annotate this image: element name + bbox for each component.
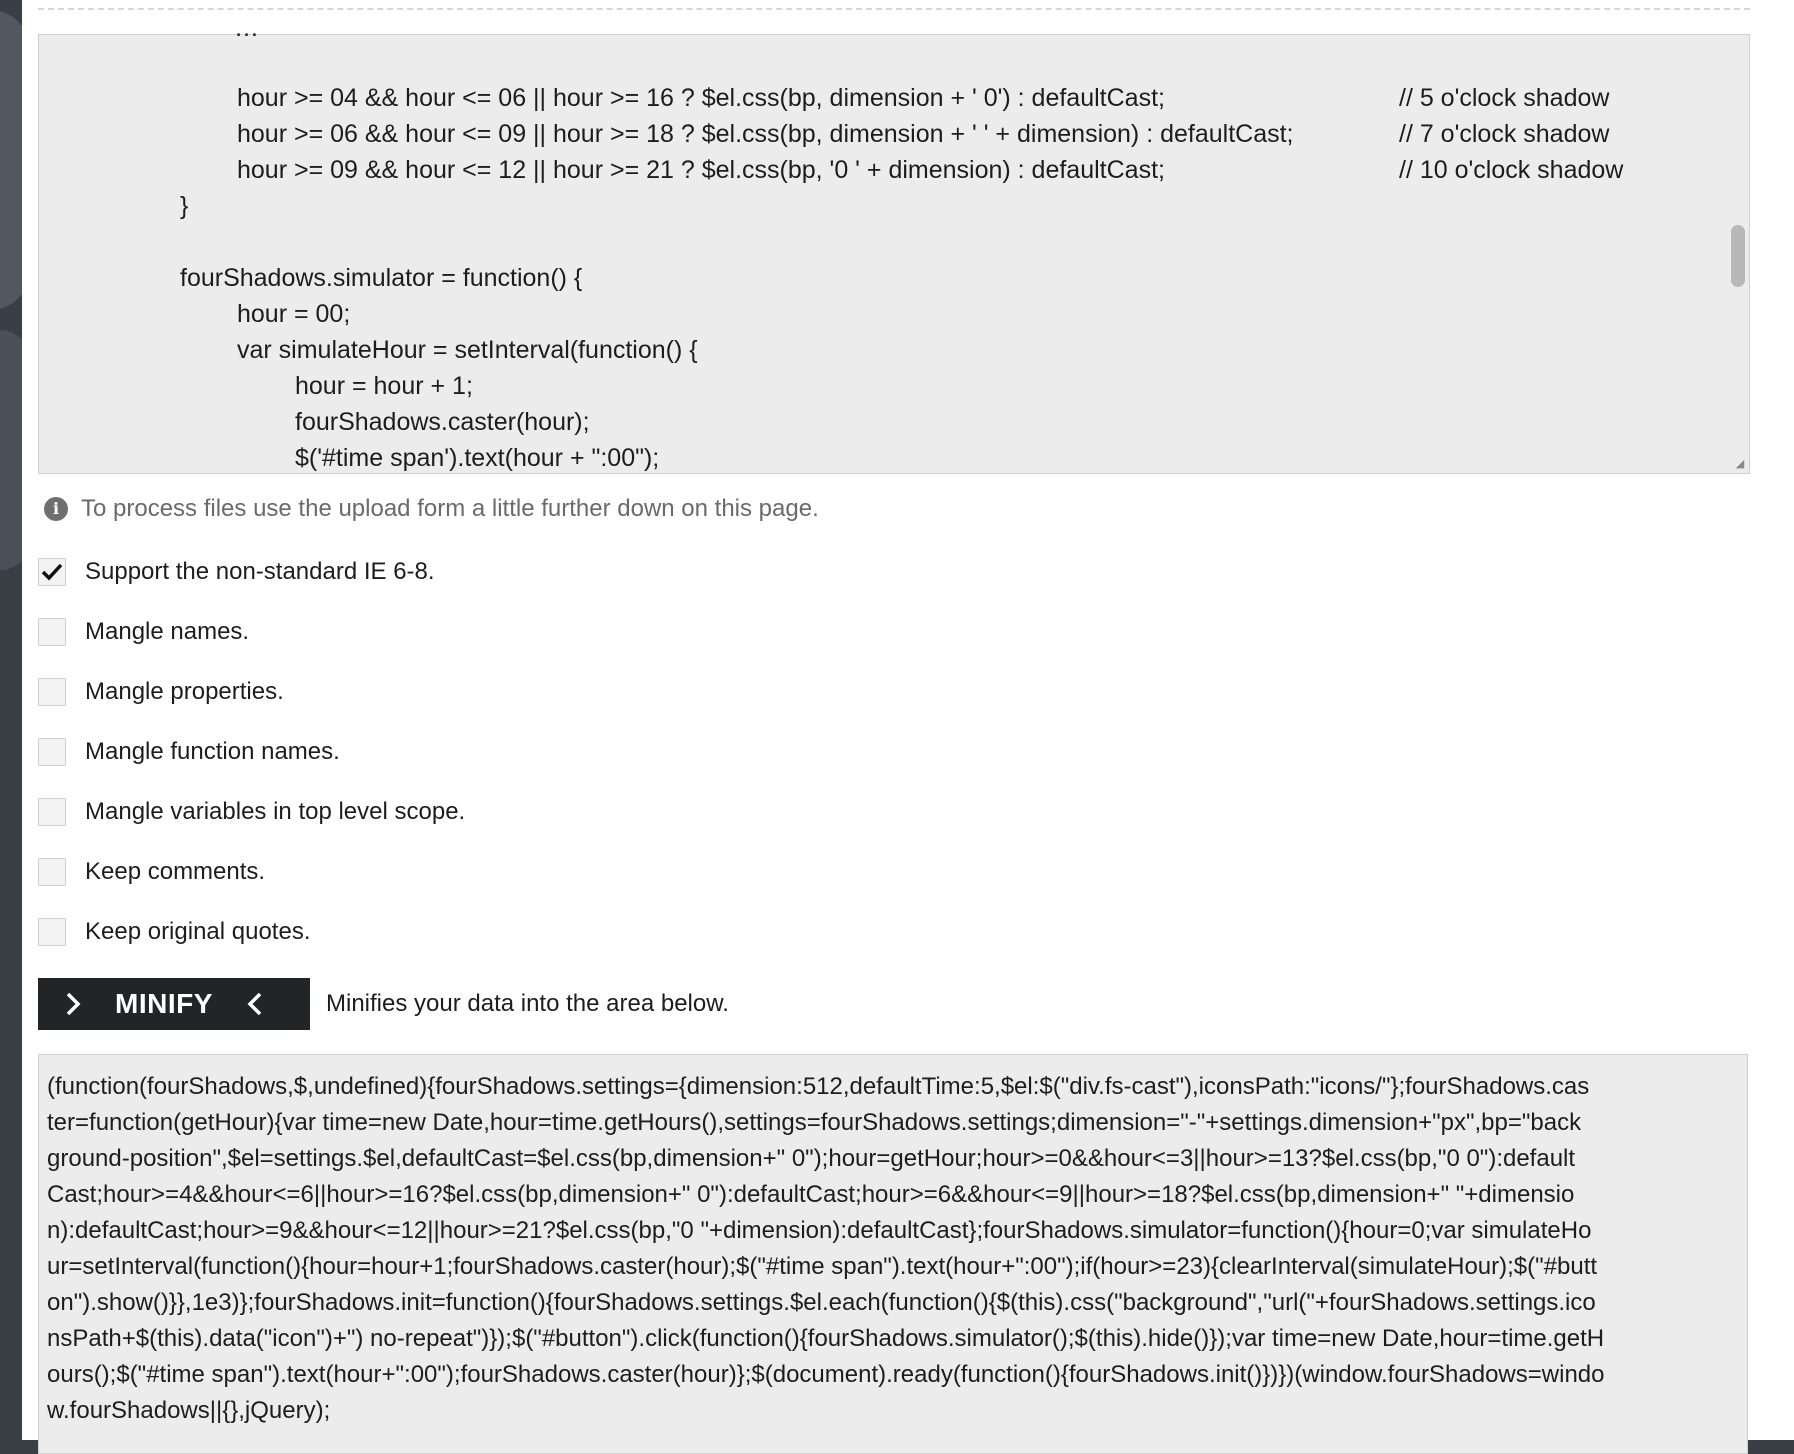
output-line: nsPath+$(this).data("icon")+") no-repeat")});$("#button").click(function(){fourShadows.simulator();$(this).hide()});var time=new Date,hour=time.getH (47, 1325, 1605, 1352)
minify-label: MINIFY (115, 988, 213, 1019)
option-mangle-names[interactable] (38, 615, 249, 649)
option-label: Keep comments. (85, 858, 266, 885)
minify-button[interactable] (38, 978, 310, 1030)
code-line: hour >= 06 && hour <= 09 || hour >= 18 ? $el.css(bp, dimension + ' ' + dimension) : defaultCast; (237, 120, 1294, 148)
option-support-ie[interactable] (38, 555, 435, 589)
option-label: Support the non-standard IE 6-8. (85, 558, 435, 585)
info-circle-icon: i (44, 497, 68, 521)
option-label: Mangle names. (85, 618, 250, 645)
chevron-right-icon (58, 991, 88, 1017)
chevron-left-icon (240, 991, 270, 1017)
checkbox[interactable] (38, 558, 66, 586)
minified-output-textarea[interactable] (38, 1054, 1748, 1454)
resize-grip-icon[interactable]: ◢ (1735, 458, 1745, 470)
checkbox[interactable] (38, 918, 66, 946)
code-line: fourShadows.caster(hour); (295, 408, 590, 436)
checkmark-icon (41, 563, 63, 581)
minify-description: Minifies your data into the area below. (326, 990, 729, 1017)
output-line: n):defaultCast;hour>=9&&hour<=12||hour>=21?$el.css(bp,"0 "+dimension):defaultCast};fourShadows.simulator=function(){hour=0;var simulateHo (47, 1217, 1592, 1244)
info-notice (44, 494, 819, 524)
option-keep-quotes[interactable] (38, 915, 311, 949)
code-line: var simulateHour = setInterval(function() { (237, 336, 698, 364)
option-label: Mangle variables in top level scope. (85, 798, 466, 825)
scrollbar-thumb[interactable] (1731, 225, 1745, 287)
output-line: ours();$("#time span").text(hour+":00");fourShadows.caster(hour)};$(document).ready(function(){fourShadows.init()})})(window.fourShadows=windo (47, 1361, 1605, 1388)
output-line: ground-position",$el=settings.$el,defaultCast=$el.css(bp,dimension+" 0");hour=getHour;hour>=0&&hour<=3||hour>=13?$el.css(bp,"0 0"):default (47, 1145, 1576, 1172)
output-line: w.fourShadows||{},jQuery); (47, 1397, 331, 1424)
output-line: Cast;hour>=4&&hour<=6||hour>=16?$el.css(bp,dimension+" 0"):defaultCast;hour>=6&&hour<=9||hour>=18?$el.css(bp,dimension+" "+dimensio (47, 1181, 1575, 1208)
code-line: hour = hour + 1; (295, 372, 473, 400)
checkbox[interactable] (38, 678, 66, 706)
checkbox[interactable] (38, 618, 66, 646)
code-comment: // 5 o'clock shadow (1399, 84, 1610, 112)
code-line: } (180, 192, 189, 220)
option-label: Keep original quotes. (85, 918, 311, 945)
code-line: $('#time span').text(hour + ":00"); (295, 444, 660, 472)
output-line: (function(fourShadows,$,undefined){fourShadows.settings={dimension:512,defaultTime:5,$el:$("div.fs-cast"),iconsPath:"icons/"};fourShadows.cas (47, 1073, 1590, 1100)
code-input-textarea[interactable] (38, 14, 1750, 474)
code-line-clipped: … (234, 14, 259, 42)
code-line: fourShadows.simulator = function() { (180, 264, 583, 292)
option-label: Mangle properties. (85, 678, 284, 705)
code-comment: // 7 o'clock shadow (1399, 120, 1610, 148)
minifier-panel (22, 0, 1794, 1440)
code-line: hour >= 04 && hour <= 06 || hour >= 16 ? $el.css(bp, dimension + ' 0') : defaultCast; (237, 84, 1165, 112)
output-line: on").show()}},1e3)};fourShadows.init=function(){fourShadows.settings.$el.each(function(){$(this).css("background","url("+fourShadows.settings.ico (47, 1289, 1596, 1316)
code-line: hour >= 09 && hour <= 12 || hour >= 21 ? $el.css(bp, '0 ' + dimension) : defaultCast; (237, 156, 1165, 184)
option-keep-comments[interactable] (38, 855, 265, 889)
checkbox[interactable] (38, 858, 66, 886)
checkbox[interactable] (38, 798, 66, 826)
option-label: Mangle function names. (85, 738, 340, 765)
option-mangle-toplevel[interactable] (38, 795, 465, 829)
output-line: ter=function(getHour){var time=new Date,hour=time.getHours(),settings=fourShadows.settings;dimension="-"+settings.dimension+"px",bp="back (47, 1109, 1582, 1136)
output-line: ur=setInterval(function(){hour=hour+1;fourShadows.caster(hour);$("#time span").text(hour+":00");if(hour>=23){clearInterval(simulateHour);$("#butt (47, 1253, 1598, 1280)
option-mangle-function-names[interactable] (38, 735, 340, 769)
checkbox[interactable] (38, 738, 66, 766)
code-comment: // 10 o'clock shadow (1399, 156, 1624, 184)
info-text: To process files use the upload form a little further down on this page. (81, 495, 819, 522)
section-divider (38, 8, 1750, 10)
code-line: hour = 00; (237, 300, 351, 328)
option-mangle-properties[interactable] (38, 675, 284, 709)
